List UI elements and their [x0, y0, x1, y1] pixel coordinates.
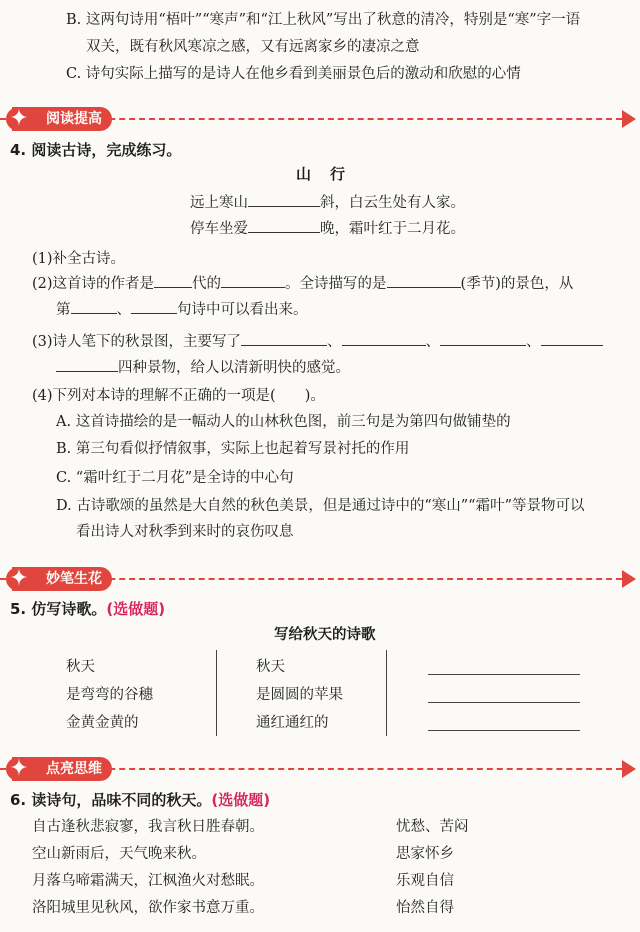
banner-label: 点亮思维 — [12, 757, 112, 781]
q6-verse-4[interactable]: 洛阳城里见秋风，欲作家书意万重。 — [32, 900, 264, 916]
blank-line-b[interactable] — [131, 299, 177, 314]
blank-scene-1[interactable] — [241, 331, 327, 346]
q4-option-c[interactable]: C. “霜叶红于二月花”是全诗的中心句 — [56, 470, 294, 486]
option-b-line1: B. 这两句诗用“梧叶”“寒声”和“江上秋风”写出了秋意的清冷，特别是“寒”字一语 — [66, 12, 581, 28]
q4-option-d-line1[interactable]: D. 古诗歌颂的虽然是大自然的秋色美景，但是通过诗中的“寒山”“霜叶”等景物可以 — [56, 498, 585, 514]
blank-scene-3[interactable] — [440, 331, 526, 346]
section-banner-writing — [0, 567, 640, 591]
banner-label: 妙笔生花 — [12, 567, 112, 591]
poem-title: 山 行 — [296, 165, 348, 183]
answer-line-1[interactable] — [428, 674, 580, 675]
col2-line3: 通红通红的 — [256, 715, 329, 731]
banner-arrow-icon — [622, 110, 636, 128]
star-icon: ✦ — [4, 105, 34, 133]
q4-sub2-line2: 第 、 句诗中可以看出来。 — [56, 299, 308, 321]
blank-1[interactable] — [248, 192, 320, 207]
blank-scene-4b[interactable] — [56, 357, 118, 372]
blank-dynasty[interactable] — [221, 273, 285, 288]
q4-sub2-line1: (2)这首诗的作者是 代的 。全诗描写的是 (季节)的景色，从 — [32, 273, 573, 295]
poem-line-2: 停车坐爱 晚，霜叶红于二月花。 — [190, 218, 465, 240]
blank-2[interactable] — [248, 218, 320, 233]
col1-line1: 秋天 — [66, 659, 95, 675]
q4-sub3-line1: (3)诗人笔下的秋景图，主要写了 、 、 、 — [32, 331, 603, 353]
q6-title: 6. 读诗句，品味不同的秋天。(选做题) — [10, 791, 271, 809]
q4-option-b[interactable]: B. 第三句看似抒情叙事，实际上也起着写景衬托的作用 — [56, 441, 410, 457]
q4-option-d-line2: 看出诗人对秋季到来时的哀伤叹息 — [76, 524, 294, 540]
blank-line-a[interactable] — [71, 299, 117, 314]
col1-line2: 是弯弯的谷穗 — [66, 687, 153, 703]
q6-feeling-2[interactable]: 思家怀乡 — [396, 846, 454, 862]
q4-sub1: (1)补全古诗。 — [32, 251, 126, 267]
q4-sub4: (4)下列对本诗的理解不正确的一项是( )。 — [32, 388, 325, 404]
optional-tag: (选做题) — [106, 600, 166, 618]
col2-line1: 秋天 — [256, 659, 285, 675]
banner-arrow-icon — [622, 570, 636, 588]
q4-sub3-line2: 四种景物，给人以清新明快的感觉。 — [56, 357, 350, 379]
blank-scene-2[interactable] — [342, 331, 426, 346]
col2-line2: 是圆圆的苹果 — [256, 687, 343, 703]
q6-feeling-4[interactable]: 怡然自得 — [396, 900, 454, 916]
q6-verse-2[interactable]: 空山新雨后，天气晚来秋。 — [32, 846, 206, 862]
q6-verse-3[interactable]: 月落乌啼霜满天，江枫渔火对愁眠。 — [32, 873, 264, 889]
section-banner-reading — [0, 107, 640, 131]
optional-tag: (选做题) — [211, 791, 271, 809]
q5-title: 5. 仿写诗歌。(选做题) — [10, 600, 166, 618]
banner-label: 阅读提高 — [12, 107, 112, 131]
column-divider — [386, 650, 387, 736]
option-b-line2: 双关，既有秋风寒凉之感，又有远离家乡的凄凉之意 — [86, 39, 420, 55]
poem-line-1: 远上寒山 斜，白云生处有人家。 — [190, 192, 465, 214]
answer-line-2[interactable] — [428, 702, 580, 703]
q6-feeling-3[interactable]: 乐观自信 — [396, 873, 454, 889]
q6-feeling-1[interactable]: 忧愁、苦闷 — [396, 819, 469, 835]
q6-verse-1[interactable]: 自古逢秋悲寂寥，我言秋日胜春朝。 — [32, 819, 264, 835]
option-c-line: C. 诗句实际上描写的是诗人在他乡看到美丽景色后的激动和欣慰的心情 — [66, 66, 521, 82]
q5-poem-title: 写给秋天的诗歌 — [274, 626, 376, 643]
q4-option-a[interactable]: A. 这首诗描绘的是一幅动人的山林秋色图，前三句是为第四句做铺垫的 — [56, 414, 511, 430]
blank-season[interactable] — [387, 273, 461, 288]
blank-author[interactable] — [154, 273, 192, 288]
banner-arrow-icon — [622, 760, 636, 778]
star-icon: ✦ — [4, 755, 34, 783]
col1-line3: 金黄金黄的 — [66, 715, 139, 731]
column-divider — [216, 650, 217, 736]
answer-line-3[interactable] — [428, 730, 580, 731]
blank-scene-4[interactable] — [541, 331, 603, 346]
section-banner-thinking — [0, 757, 640, 781]
q4-title: 4. 阅读古诗，完成练习。 — [10, 141, 182, 159]
star-icon: ✦ — [4, 565, 34, 593]
